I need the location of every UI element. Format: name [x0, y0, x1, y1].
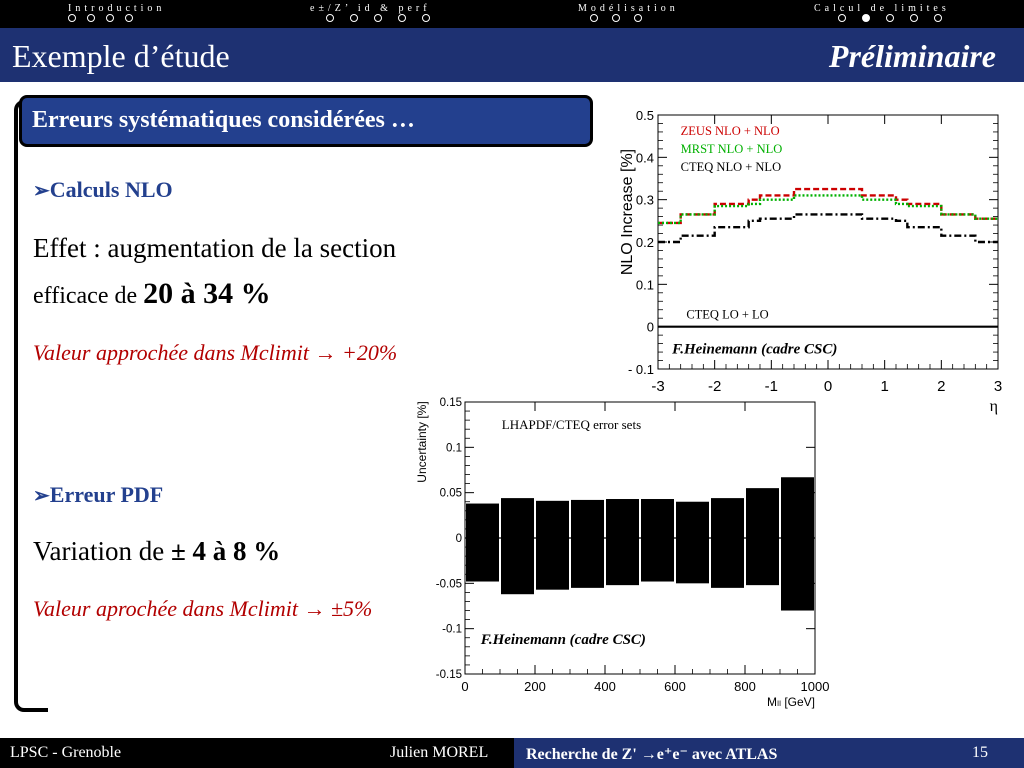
pdf-bullet [33, 482, 163, 508]
nav-dot[interactable] [374, 14, 382, 22]
nav-dot[interactable] [398, 14, 406, 22]
nlo-text-line1: Effet : augmentation de la section [33, 233, 397, 263]
bullet-arrow-icon: ➢ [33, 180, 50, 202]
y-tick-label: - 0.1 [627, 362, 654, 377]
pdf-note-text: Valeur aprochée dans Mclimit [33, 596, 304, 621]
nlo-bullet-label: Calculs NLO [49, 177, 173, 202]
arrow-right-icon: → [314, 340, 337, 365]
footer-talk-title: Recherche de Z' →e⁺e⁻ avec ATLAS [526, 746, 778, 763]
nav-label[interactable]: Introduction [68, 3, 166, 14]
x-axis-label: η [989, 398, 998, 415]
nav-label[interactable]: e±/Z’ id & perf [310, 3, 431, 14]
legend-entry: ZEUS NLO + NLO [680, 124, 780, 138]
nav-dot[interactable] [326, 14, 334, 22]
nav-dot[interactable] [87, 14, 95, 22]
title-bar [0, 28, 1024, 82]
footer-lab: LPSC - Grenoble [10, 744, 122, 761]
nlo-text-prefix: efficace de [33, 283, 144, 309]
y-tick-label: 0.5 [635, 108, 654, 123]
y-tick-label: 0.4 [635, 150, 654, 166]
page-number: 15 [972, 744, 988, 761]
nlo-note-text: Valeur approchée dans Mclimit [33, 340, 315, 365]
nlo-note-value: +20% [336, 340, 398, 365]
y-tick-label: -0.1 [442, 623, 462, 636]
legend-entry: CTEQ NLO + NLO [680, 160, 782, 174]
nav-dot[interactable] [934, 14, 942, 22]
x-tick-label: 800 [734, 679, 756, 694]
y-tick-label: 0.3 [635, 192, 654, 208]
nlo-increase-chart [608, 103, 1024, 428]
pdf-uncertainty-chart [410, 392, 830, 712]
uncertainty-bar [641, 499, 674, 582]
nav-dot-current[interactable] [862, 14, 870, 22]
pdf-value: ± 4 à 8 % [170, 536, 281, 566]
x-tick-label: 0 [823, 378, 833, 395]
legend-entry: MRST NLO + NLO [680, 142, 783, 156]
uncertainty-bar [466, 504, 499, 582]
nav-dot[interactable] [910, 14, 918, 22]
nav-dot[interactable] [68, 14, 76, 22]
y-tick-label: 0.1 [446, 442, 462, 455]
uncertainty-bar [676, 502, 709, 584]
chart-title: LHAPDF/CTEQ error sets [501, 417, 642, 432]
section-header-box [19, 95, 593, 147]
y-axis-label: Uncertainty [%] [415, 401, 429, 483]
y-tick-label: 0.15 [439, 397, 462, 409]
y-tick-label: 0 [646, 319, 654, 335]
nav-dot[interactable] [612, 14, 620, 22]
nav-dot[interactable] [838, 14, 846, 22]
y-tick-label: 0 [455, 533, 462, 545]
chart-credit: F.Heinemann (cadre CSC) [672, 341, 838, 358]
nav-dot[interactable] [634, 14, 642, 22]
nav-dot[interactable] [886, 14, 894, 22]
slide-status: Préliminaire [828, 38, 996, 74]
nav-label[interactable]: Calcul de limites [814, 3, 950, 14]
uncertainty-bar [606, 499, 639, 585]
x-tick-label: -1 [764, 378, 779, 395]
uncertainty-bar [781, 477, 814, 610]
y-tick-label: 0.1 [635, 277, 654, 293]
pdf-text-prefix: Variation de [33, 536, 171, 566]
nlo-note [33, 340, 397, 366]
nav-label[interactable]: Modélisation [578, 3, 679, 14]
uncertainty-bar [746, 488, 779, 585]
y-tick-label: 0.05 [439, 487, 462, 500]
x-tick-label: 0 [461, 679, 469, 694]
slide-title: Exemple d’étude [12, 38, 230, 74]
x-tick-label: 2 [937, 378, 946, 395]
x-tick-label: 3 [993, 378, 1003, 395]
x-tick-label: 400 [594, 679, 616, 694]
nav-dot[interactable] [106, 14, 114, 22]
pdf-text-line [33, 536, 280, 567]
y-axis-label: NLO Increase [%] [619, 148, 636, 276]
nav-dot[interactable] [422, 14, 430, 22]
y-tick-label: -0.15 [435, 669, 462, 681]
nlo-text-line2 [33, 277, 271, 311]
y-tick-label: 0.2 [635, 235, 654, 250]
top-navigation [0, 0, 1024, 28]
x-tick-label: -2 [707, 378, 722, 395]
pdf-note-value: ±5% [325, 596, 373, 621]
uncertainty-bar [711, 498, 744, 588]
reference-label: CTEQ LO + LO [686, 307, 769, 322]
nav-dot[interactable] [590, 14, 598, 22]
uncertainty-bar [501, 498, 534, 594]
uncertainty-bar [536, 501, 569, 590]
uncertainty-bar [571, 500, 604, 588]
pdf-note [33, 596, 372, 622]
arrow-right-icon: → [303, 596, 326, 621]
x-tick-label: 1000 [800, 679, 830, 694]
nav-dot[interactable] [125, 14, 133, 22]
section-title: Erreurs systématiques considérées … [32, 107, 415, 133]
chart-credit: F.Heinemann (cadre CSC) [480, 632, 646, 649]
nav-dot[interactable] [350, 14, 358, 22]
nlo-value: 20 à 34 % [143, 277, 271, 310]
footer-band [514, 738, 1024, 768]
y-tick-label: -0.05 [435, 578, 462, 591]
x-axis-label: Mₗₗ [GeV] [767, 695, 815, 709]
pdf-bullet-label: Erreur PDF [49, 482, 164, 507]
x-tick-label: -3 [651, 378, 665, 395]
x-tick-label: 1 [880, 378, 889, 395]
bullet-arrow-icon: ➢ [33, 485, 50, 507]
footer-author: Julien MOREL [390, 744, 489, 761]
footer [0, 738, 1024, 768]
x-tick-label: 200 [524, 679, 546, 694]
x-tick-label: 600 [664, 679, 686, 694]
nlo-bullet [33, 177, 173, 203]
